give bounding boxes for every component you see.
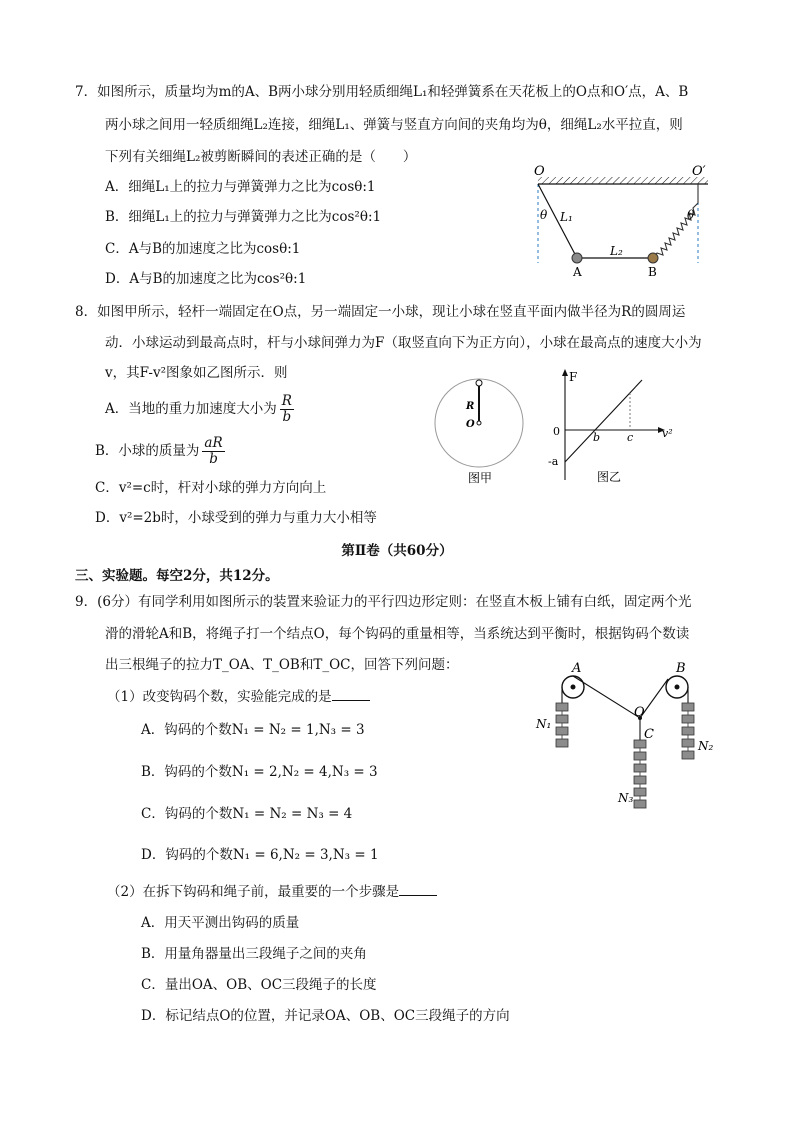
label-o: O [466,419,475,430]
ball-a [572,253,582,263]
q9-sub1-text: （1）改变钩码个数，实验能完成的是 [107,689,332,705]
label-a: A [572,661,582,676]
label-b: B [676,661,686,676]
caption-yi: 图乙 [597,470,622,484]
label-n1: N₁ [536,717,552,731]
label-r: R [466,401,475,412]
q8-line2: 动．小球运动到最高点时，杆与小球间弹力为F（取竖直向下为正方向），小球在最高点的速度大小为 [105,335,702,351]
q9-sub2-option-d: D．标记结点O的位置，并记录OA、OB、OC三段绳子的方向 [141,1008,510,1024]
q8-option-b-text: B．小球的质量为 [95,443,200,459]
label-o: O [634,705,645,720]
q8-option-a-text: A．当地的重力加速度大小为 [105,401,277,417]
q7-option-d: D．A与B的加速度之比为cos²θ:1 [105,271,307,287]
label-b: B [648,265,657,279]
q8-figure-yi [545,365,680,487]
q7-line1: 7．如图所示，质量均为m的A、B两小球分别用轻质细绳L₁和轻弹簧系在天花板上的O点和O′点，A、B [75,84,689,100]
caption-jia: 图甲 [468,471,493,485]
q8-line1: 8．如图甲所示，轻杆一端固定在O点，另一端固定一小球，现让小球在竖直平面内做半径为R的圆周运 [75,304,686,320]
label-n2: N₂ [698,739,714,753]
q7-option-b: B．细绳L₁上的拉力与弹簧弹力之比为cos²θ:1 [105,209,382,225]
ball [476,380,482,386]
q7-option-c: C．A与B的加速度之比为cosθ:1 [105,241,301,257]
pulley-a-axle [571,685,576,690]
pivot-o [477,421,481,425]
q8-option-a [105,392,297,426]
label-l2: L₂ [610,244,623,258]
label-c: C [644,727,654,742]
label-b: b [593,431,601,444]
ball-b [648,253,658,263]
q9-sub2-blank[interactable] [399,883,437,896]
q9-sub2 [107,883,437,901]
q8-option-d: D．v²=2b时，小球受到的弹力与重力大小相等 [95,510,377,526]
pulley-b-axle [675,685,680,690]
label-zero: 0 [553,425,560,438]
q9-sub1-option-b: B．钩码的个数N₁ = 2,N₂ = 4,N₃ = 3 [141,764,378,780]
q9-sub2-text: （2）在拆下钩码和绳子前，最重要的一个步骤是 [107,884,400,900]
label-f: F [569,370,578,384]
q8-option-b-den: b [209,451,218,467]
q9-line1: 9．(6分）有同学利用如图所示的装置来验证力的平行四边形定则：在竖直木板上铺有白纸，固定两个光 [75,594,692,610]
label-n3: N₃ [618,791,634,805]
q9-sub1-blank[interactable] [332,688,370,701]
section-3-title: 三、实验题。每空2分，共12分。 [75,568,279,584]
q8-figure-jia [430,375,530,487]
weights-n2 [682,703,694,759]
q8-option-b [95,434,228,468]
label-o: O [534,164,545,179]
q9-line3: 出三根绳子的拉力T_OA、T_OB和T_OC，回答下列问题： [105,657,459,673]
q8-option-c: C．v²=c时，杆对小球的弹力方向向上 [95,480,327,496]
weights-n1 [556,703,568,747]
q7-line3: 下列有关细绳L₂被剪断瞬间的表述正确的是（ ） [105,149,417,165]
q9-sub1-option-a: A．钩码的个数N₁ = N₂ = 1,N₃ = 3 [141,722,365,738]
q9-sub2-option-a: A．用天平测出钩码的质量 [141,915,300,931]
q9-sub1-option-c: C．钩码的个数N₁ = N₂ = N₃ = 4 [141,806,353,822]
q9-sub1-option-d: D．钩码的个数N₁ = 6,N₂ = 3,N₃ = 1 [141,847,379,863]
label-theta-left: θ [540,208,548,222]
q8-option-a-num: R [281,393,292,409]
label-v2: v² [662,427,673,440]
label-c: c [627,431,634,444]
q7-option-a: A．细绳L₁上的拉力与弹簧弹力之比为cosθ:1 [105,179,376,195]
f-axis-arrow [562,369,568,376]
label-o-prime: O′ [692,164,706,179]
q8-option-b-fraction [202,436,224,467]
weights-n3 [634,740,646,808]
label-a: A [573,265,582,279]
q8-option-a-den: b [282,409,292,425]
label-l1: L₁ [560,210,573,224]
label-theta-right: θ [687,208,695,222]
q9-line2: 滑的滑轮A和B，将绳子打一个结点O，每个钩码的重量相等，当系统达到平衡时，根据钩码个数读 [105,626,690,642]
q9-sub2-option-c: C．量出OA、OB、OC三段绳子的长度 [141,977,377,993]
q9-figure [530,658,730,818]
section-2-title: 第Ⅱ卷（共60分） [341,543,453,559]
label-neg-a: -a [548,455,559,468]
q8-option-a-fraction [280,394,294,425]
q8-line3: v，其F-v²图象如乙图所示．则 [105,365,288,381]
ceiling-hatch [538,177,708,184]
q8-option-b-num: aR [204,435,223,451]
rope-oa [573,676,640,718]
q9-sub2-option-b: B．用量角器量出三段绳子之间的夹角 [141,946,367,962]
q9-sub1 [107,688,370,706]
q7-figure [520,163,720,281]
q7-line2: 两小球之间用一轻质细绳L₂连接，细绳L₁、弹簧与竖直方向间的夹角均为θ，细绳L₂水平拉直，则 [105,117,683,133]
